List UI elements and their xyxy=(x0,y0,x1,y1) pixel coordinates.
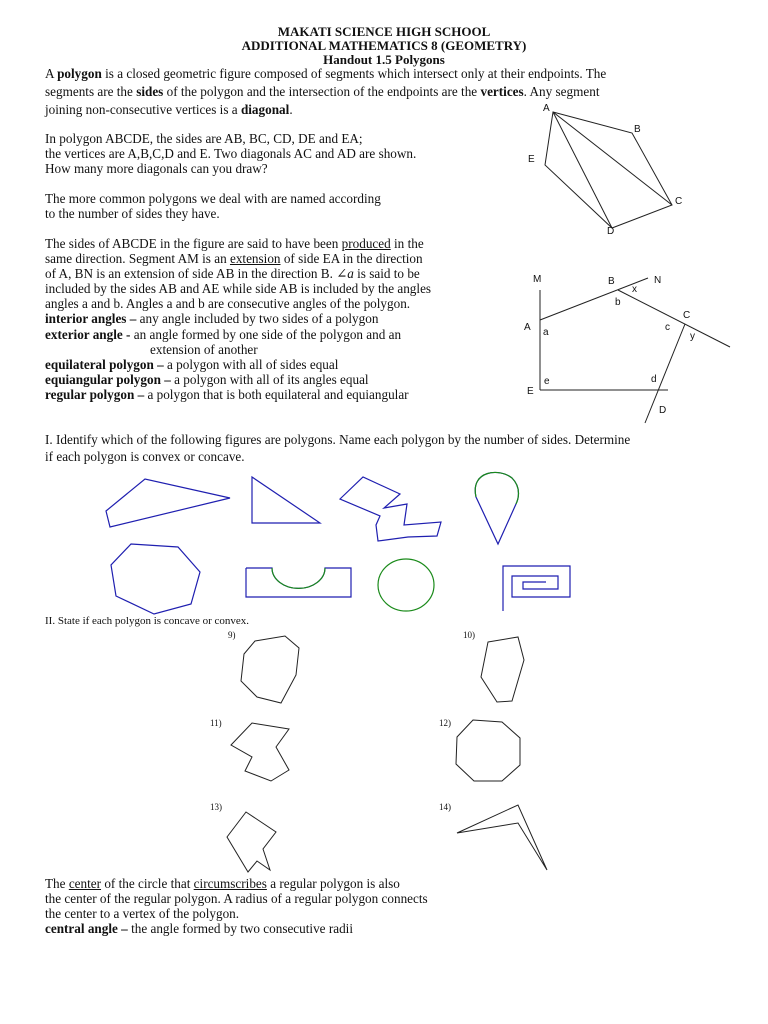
produced-line-1: The sides of ABCDE in the figure are said to have been produced in the xyxy=(45,236,424,251)
def-equilateral: equilateral polygon – a polygon with all of sides equal xyxy=(45,357,339,372)
item-13-polygon xyxy=(227,812,276,872)
produced-line-2: same direction. Segment AM is an extension of side EA in the direction xyxy=(45,251,423,266)
produced-line-4: included by the sides AB and AE while side AB is included by the angles xyxy=(45,281,432,296)
part1-line-1: I. Identify which of the following figures are polygons. Name each polygon by the number of sides. Determine xyxy=(45,432,631,447)
fig2-label-c: C xyxy=(683,310,691,321)
abcde-line-3: How many more diagonals can you draw? xyxy=(45,161,268,176)
item-9-label: 9) xyxy=(228,630,236,640)
fig1-label-b: B xyxy=(634,124,641,135)
subject-title: ADDITIONAL MATHEMATICS 8 (GEOMETRY) xyxy=(241,38,527,53)
fig2-label-a-angle: a xyxy=(543,327,549,338)
named-line-2: to the number of sides they have. xyxy=(45,206,220,221)
item-13-label: 13) xyxy=(210,802,222,812)
fig1-label-a: A xyxy=(543,103,550,114)
intro-line-1: A polygon is a closed geometric figure composed of segments which intersect only at their endpoints. The xyxy=(45,66,607,81)
item-12-polygon xyxy=(456,720,520,781)
item-12-label: 12) xyxy=(439,718,451,728)
fig2-label-m: M xyxy=(533,274,542,285)
fig2-label-b: B xyxy=(608,276,615,287)
item-10-label: 10) xyxy=(463,630,475,640)
center-line-1: The center of the circle that circumscribes a regular polygon is also xyxy=(45,876,400,891)
fig2-label-y: y xyxy=(690,331,695,342)
center-line-2: the center of the regular polygon. A radius of a regular polygon connects xyxy=(45,891,428,906)
abcde-line-2: the vertices are A,B,C,D and E. Two diagonals AC and AD are shown. xyxy=(45,146,417,161)
produced-line-3: of A, BN is an extension of side AB in the direction B. ∠a is said to be xyxy=(45,266,420,281)
def-exterior-angle: exterior angle - an angle formed by one side of the polygon and an xyxy=(45,327,402,342)
item-10-polygon xyxy=(481,637,524,702)
fig1-label-d: D xyxy=(607,226,615,237)
def-central-angle: central angle – the angle formed by two consecutive radii xyxy=(45,921,353,936)
intro-line-2: segments are the sides of the polygon and the intersection of the endpoints are the vertices. Any segment xyxy=(45,84,600,99)
fig2-label-a: A xyxy=(524,322,531,333)
handout-title: Handout 1.5 Polygons xyxy=(323,52,445,67)
intro-line-3: joining non-consecutive vertices is a diagonal. xyxy=(45,102,293,117)
item-14-polygon xyxy=(457,805,547,870)
fig1-label-c: C xyxy=(675,196,683,207)
part1-line-2: if each polygon is convex or concave. xyxy=(45,449,245,464)
fig2-label-d-angle: d xyxy=(651,374,657,385)
fig2-label-c-angle: c xyxy=(665,322,670,333)
part2-instruction: II. State if each polygon is concave or convex. xyxy=(45,615,250,627)
abcde-line-1: In polygon ABCDE, the sides are AB, BC, CD, DE and EA; xyxy=(45,131,363,146)
fig2-label-e: E xyxy=(527,386,534,397)
named-line-1: The more common polygons we deal with are named according xyxy=(45,191,381,206)
item-14-label: 14) xyxy=(439,802,451,812)
school-name: MAKATI SCIENCE HIGH SCHOOL xyxy=(277,24,491,39)
def-equiangular: equiangular polygon – a polygon with all of its angles equal xyxy=(45,372,369,387)
item-9-polygon xyxy=(241,636,299,703)
fig2-label-b-angle: b xyxy=(615,297,621,308)
def-exterior-angle-cont: extension of another xyxy=(150,342,258,357)
produced-line-5: angles a and b. Angles a and b are consecutive angles of the polygon. xyxy=(45,296,411,311)
fig2-label-x: x xyxy=(632,284,637,295)
fig1-label-e: E xyxy=(528,154,535,165)
def-regular: regular polygon – a polygon that is both equilateral and equiangular xyxy=(45,387,409,402)
fig2-label-e-angle: e xyxy=(544,376,550,387)
fig2-label-d: D xyxy=(659,405,667,416)
item-11-polygon xyxy=(231,723,289,781)
def-interior-angles: interior angles – any angle included by two sides of a polygon xyxy=(45,311,379,326)
fig2-label-n: N xyxy=(654,275,662,286)
item-11-label: 11) xyxy=(210,718,222,728)
center-line-3: the center to a vertex of the polygon. xyxy=(45,906,240,921)
